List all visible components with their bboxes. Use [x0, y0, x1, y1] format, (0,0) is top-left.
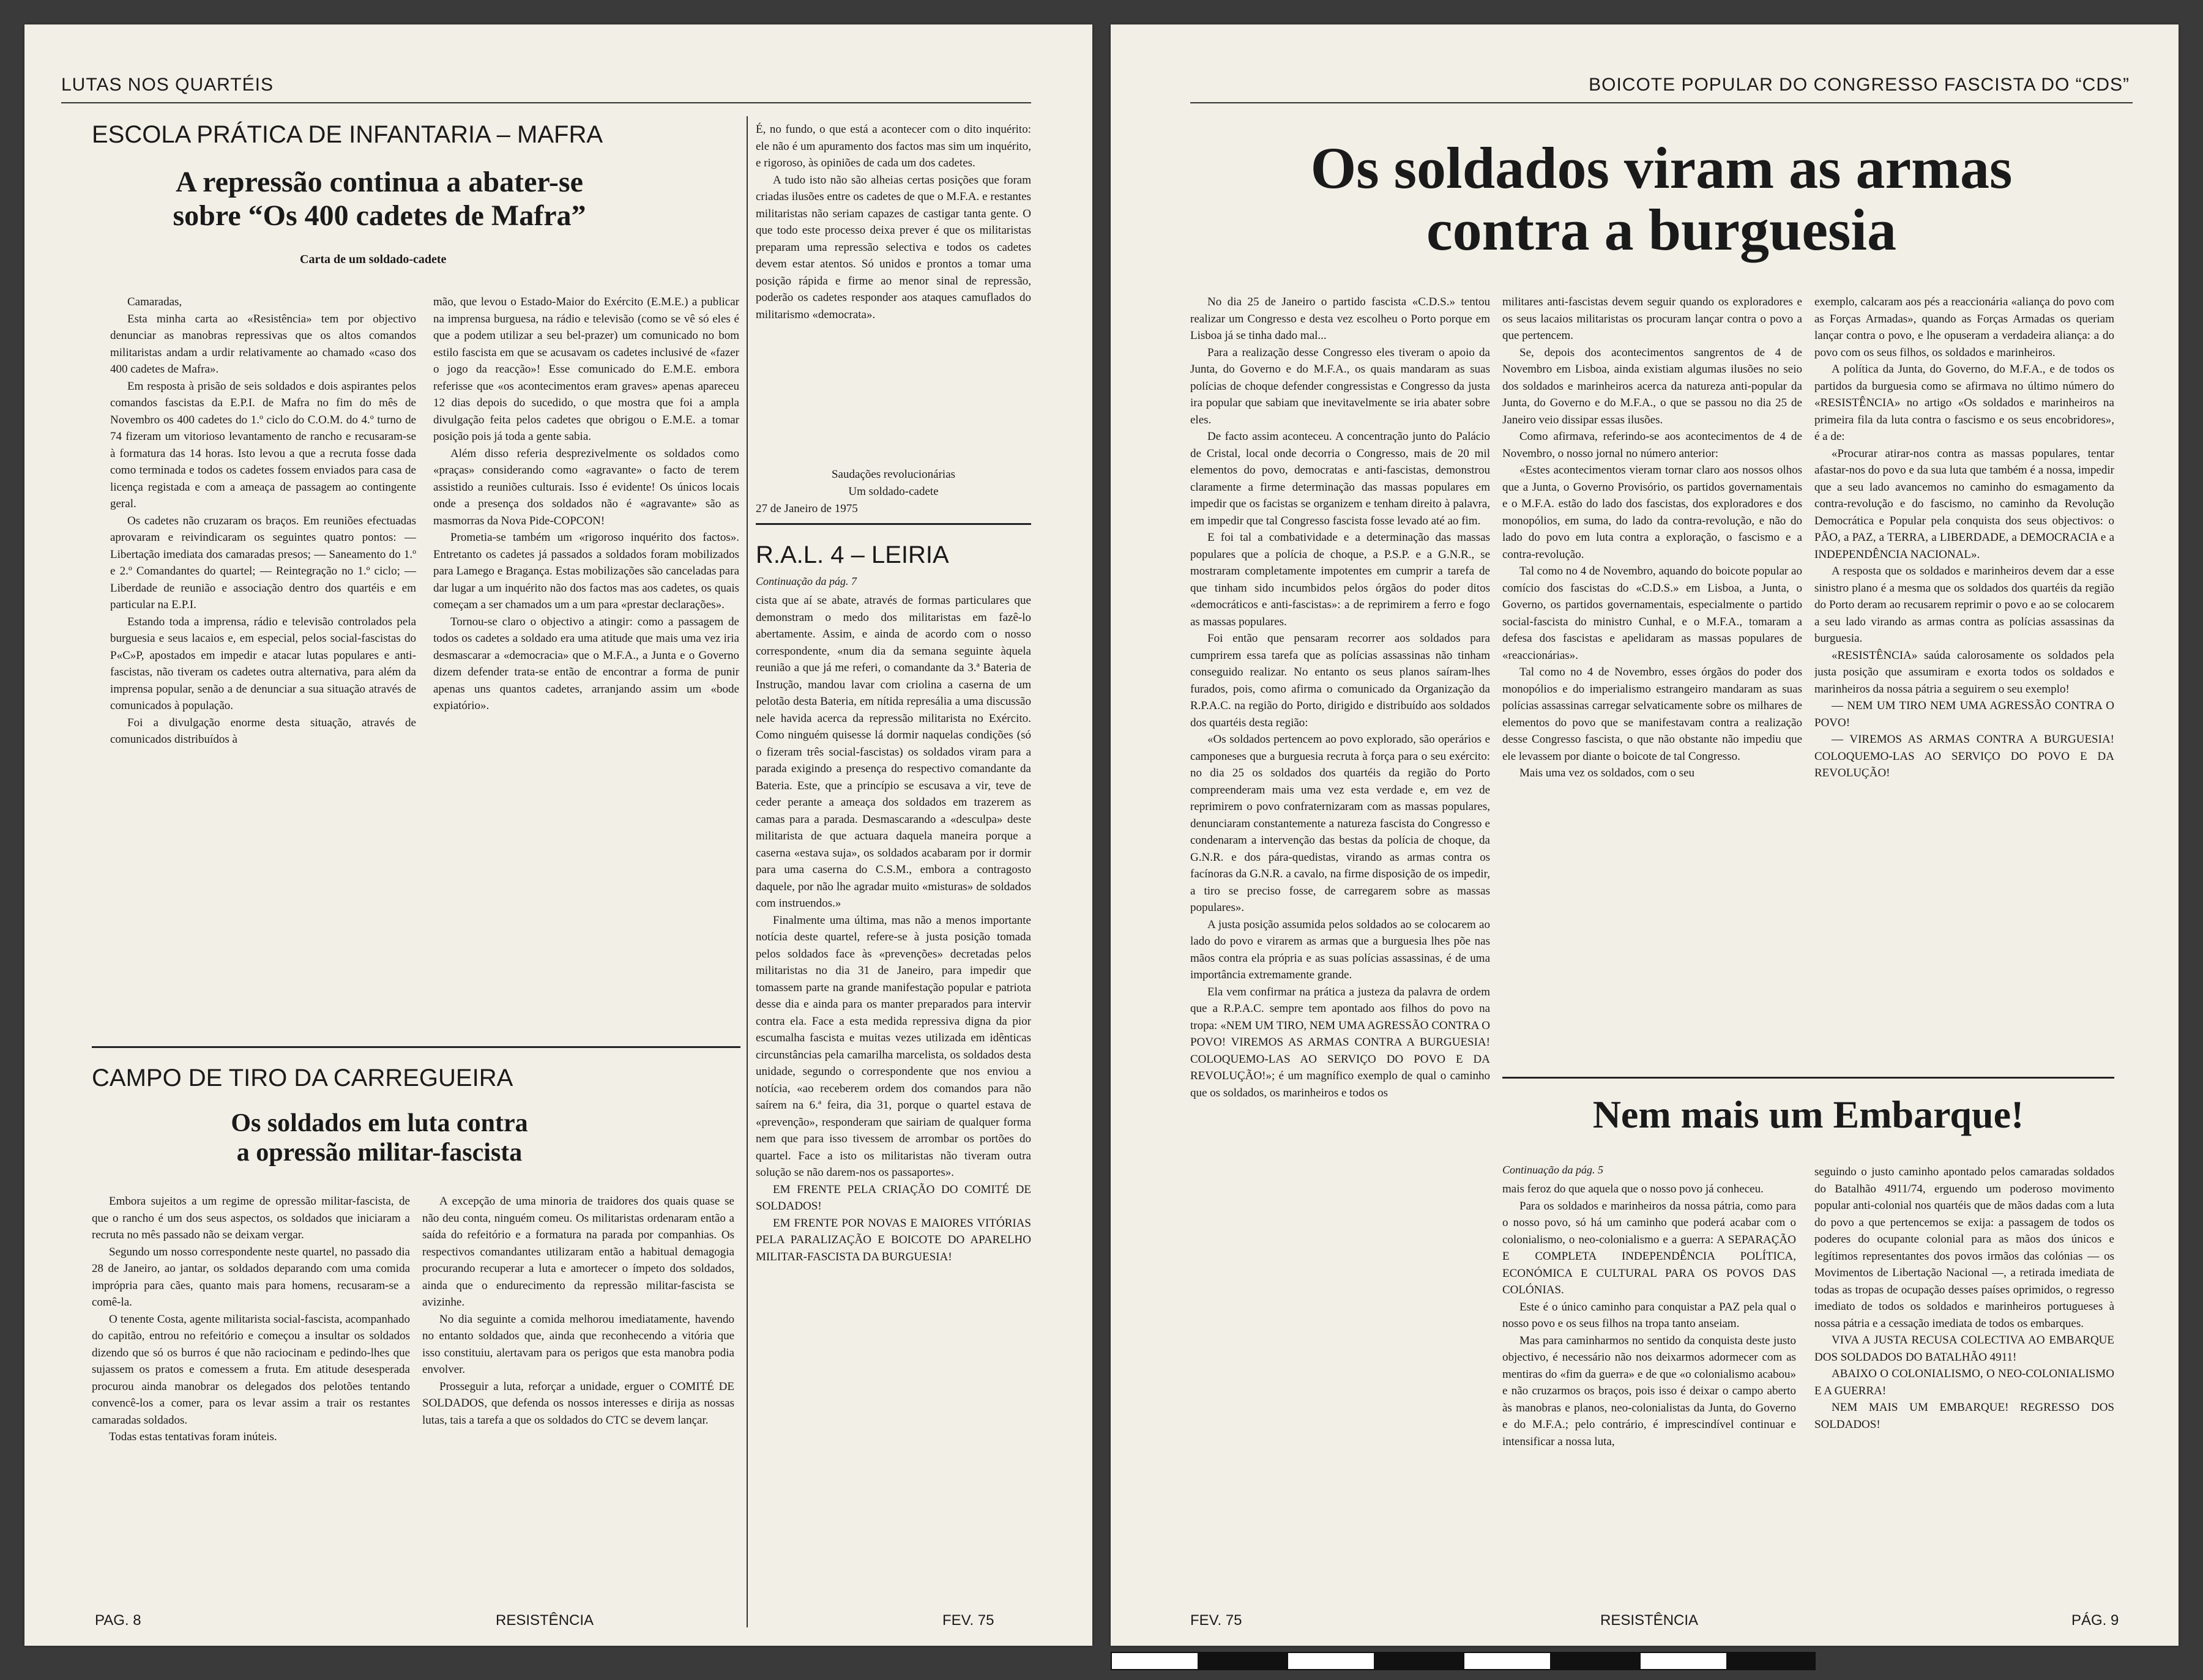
- main-column-2: [1502, 294, 1802, 1074]
- mafra-headline-line1: A repressão continua a abater-se: [176, 166, 583, 198]
- header-rule: [61, 102, 1031, 103]
- paragraph: ABAIXO O COLONIALISMO, O NEO-COLONIALISMO E A GUERRA!: [1814, 1367, 2114, 1397]
- paragraph: Se, depois dos acontecimentos sangrentos de 4 de Novembro em Lisboa, ainda existiam algumas ilusões no seio dos soldados e marinheiros acerca da natureza anti-popular da Junta, do Governo e do M.F.A., o que se passou no dia 25 de Janeiro veio dissipar essas ilusões.: [1502, 346, 1802, 426]
- embarque-headline: Nem mais um Embarque!: [1592, 1093, 2024, 1136]
- paragraph: A política da Junta, do Governo, do M.F.A., e de todos os partidos da burguesia como se afirmava no último número do «RESISTÊNCIA» no artigo «Os soldados e marinheiros na primeira fila da luta contra o fascismo e os seus encobridores», é a de:: [1814, 363, 2114, 443]
- right-page: [1111, 24, 2179, 1646]
- paragraph: A excepção de uma minoria de traidores dos quais quase se não deu conta, ninguém comeu. Os militaristas ordenaram então a saída do refeitório e a formatura na parada por companhias. Os respectivos comandantes utilizaram então a habitual demagogia procurando recuperar a luta e amortecer o ímpeto dos soldados, ainda que o endurecimento da repressão militar-fascista se avizinhe.: [422, 1195, 734, 1309]
- paragraph: exemplo, calcaram aos pés a reaccionária «aliança do povo com as Forças Armadas», quando as Forças Armadas os queriam lançar contra o povo, e lhe opuseram a verdadeira aliança: a do povo com os seus filhos, os soldados e marinheiros.: [1814, 295, 2114, 359]
- paragraph: Este é o único caminho para conquistar a PAZ pela qual o nosso povo e os seus filhos na tropa tanto anseiam.: [1502, 1300, 1796, 1330]
- ral4-continuation: Continuação da pág. 7: [756, 575, 857, 587]
- mafra-column-3: [756, 121, 1031, 488]
- footer-title-right: RESISTÊNCIA: [1600, 1612, 1699, 1629]
- carregueira-headline-line2: a opressão militar-fascista: [236, 1139, 523, 1167]
- paragraph: mais feroz do que aquela que o nosso povo já conheceu.: [1502, 1183, 1764, 1195]
- mafra-headline-line2: sobre “Os 400 cadetes de Mafra”: [173, 199, 586, 232]
- paragraph: Mais uma vez os soldados, com o seu: [1519, 767, 1695, 779]
- paragraph: Em resposta à prisão de seis soldados e dois aspirantes pelos comandos fascistas da E.P.I. de Mafra no fim do mês de Novembro os 400 cadetes do 1.º ciclo do C.O.M. do 4.º turno de 74 fizeram um vitorioso levantamento de rancho e recusaram-se à formatura das 14 horas. Isto levou a que a recruta fosse dada como terminada e todos os cadetes fossem enviados para casa de licença registada e com a ameaça de passagem ao contingente geral.: [110, 379, 416, 510]
- paragraph: VIVA A JUSTA RECUSA COLECTIVA AO EMBARQUE DOS SOLDADOS DO BATALHÃO 4911!: [1814, 1334, 2114, 1364]
- paragraph: Ela vem confirmar na prática a justeza da palavra de ordem que a R.P.A.C. sempre tem apontado aos filhos do povo na tropa: «NEM UM TIRO, NEM UMA AGRESSÃO CONTRA O POVO! VIREMOS AS ARMAS CONTRA A BURGUESIA! COLOQUEMO-LAS AO SERVIÇO DO POVO E DA REVOLUÇÃO!»; é um magnífico exemplo de qual o caminho que os soldados, os marinheiros e todos os: [1190, 985, 1490, 1099]
- footer-date-right: FEV. 75: [1190, 1612, 1242, 1629]
- paragraph: Prosseguir a luta, reforçar a unidade, erguer o COMITÉ DE SOLDADOS, que defenda os nossos interesses e dirija as nossas lutas, tais a tarefa a que os soldados do CTC se devem lançar.: [422, 1380, 734, 1427]
- scale-segment: [1111, 1652, 1199, 1670]
- paragraph: EM FRENTE PELA CRIAÇÃO DO COMITÉ DE SOLDADOS!: [756, 1183, 1031, 1213]
- paragraph: De facto assim aconteceu. A concentração junto do Palácio de Cristal, local onde decorria o Congresso, mais de 20 mil elementos do povo, democratas e anti-fascistas, demonstrou claramente a firme determinação das massas populares em impedir que os facistas se organizem e tenham direito à palavra, em impedir que tal Congresso fascista fosse levado até ao fim.: [1190, 430, 1490, 527]
- carregueira-section-title: CAMPO DE TIRO DA CARREGUEIRA: [92, 1065, 513, 1091]
- paragraph: seguindo o justo caminho apontado pelos camaradas soldados do Batalhão 4911/74, erguendo um poderoso movimento popular anti-colonial nos quartéis que de mãos dadas com a luta do povo a que pertencemos se exija: a passagem de todos os poderes do ocupante colonial para as mãos dos únicos e legítimos representantes dos povos irmãos das colónias — os Movimentos de Libertação Nacional —, a retirada imediata de todas as tropas de ocupação desses países oprimidos, o regresso imediato de todos os soldados e marinheiros portugueses à nossa pátria e a cessação imediata de todos os embarques.: [1814, 1165, 2114, 1330]
- footer-title: RESISTÊNCIA: [496, 1612, 594, 1629]
- footer-date: FEV. 75: [942, 1612, 994, 1629]
- scale-segment: [1287, 1652, 1375, 1670]
- mafra-column-1: [110, 294, 416, 1034]
- paragraph: No dia seguinte a comida melhorou imediatamente, havendo no entanto soldados que, ainda que reconhecendo a vitória que isso constituiu, alertavam para os perigos que esta manobra podia envolver.: [422, 1312, 734, 1376]
- mafra-byline: Carta de um soldado-cadete: [300, 253, 447, 266]
- paragraph: Tornou-se claro o objectivo a atingir: como a passagem de todos os cadetes a soldado era uma atitude que mais uma vez iria desmascarar a «democracia» que o M.F.A., a Junta e o Governo dizem defender trata-se então de encontrar a forma de punir apenas uns quantos cadetes, arranjando assim um «bode expiatório».: [433, 615, 739, 712]
- main-column-1: [1190, 294, 1490, 1597]
- carregueira-column-2: [422, 1193, 734, 1597]
- main-headline: [1190, 135, 2133, 262]
- scale-segment: [1375, 1652, 1463, 1670]
- paragraph: mão, que levou o Estado-Maior do Exército (E.M.E.) a publicar na imprensa burguesa, na rádio e televisão (como se vê só eles é que a podem utilizar a seu bel-prazer) um comunicado no bom estilo fascista em que se acusavam os cadetes inclusivé de «fazer o jogo da reacção»! Esse comunicado do E.M.E. embora referisse que «os acontecimentos eram graves» apenas apareceu 12 dias depois do sucedido, o que mostra que foi a ampla divulgação feita pelos cadetes que obrigou o E.M.E. a tomar posição pois já toda a gente sabia.: [433, 295, 739, 443]
- embarque-column-2: [1814, 1164, 2114, 1604]
- main-headline-line2: contra a burguesia: [1426, 196, 1896, 262]
- paragraph: E foi tal a combatividade e a determinação das massas populares que a polícia de choque, a P.S.P. e a G.N.R., se mostraram completamente impotentes em cumprir a tarefa de que tinham sido incumbidos pelos órgãos do poder ditos «democráticos e anti-fascistas»: a de reprimirem a ferro e fogo as massas populares.: [1190, 531, 1490, 628]
- running-header-left: LUTAS NOS QUARTÉIS: [61, 75, 274, 95]
- scale-segment: [1463, 1652, 1551, 1670]
- signoff-name: Um soldado-cadete: [848, 485, 939, 498]
- paragraph: «Estes acontecimentos vieram tornar claro aos nossos olhos que a Junta, o Governo Provisório, os partidos governamentais e o M.F.A. estão do lado dos fascistas, dos exploradores e dos monopólios, em suma, do lado da contra-revolução, e não do lado do povo em luta contra a exploração, o fascismo e a contra-revolução.: [1502, 464, 1802, 561]
- paragraph: Para a realização desse Congresso eles tiveram o apoio da Junta, do Governo e do M.F.A., os quais mandaram as suas polícias de choque defender congressistas e Congresso da justa ira popular que sabiam que inevitavelmente se iria abater sobre eles.: [1190, 346, 1490, 426]
- column-divider: [747, 116, 748, 1627]
- carregueira-headline: [116, 1109, 643, 1168]
- main-headline-line1: Os soldados viram as armas: [1310, 135, 2013, 201]
- carregueira-rule: [92, 1046, 740, 1048]
- paragraph: Segundo um nosso correspondente neste quartel, no passado dia 28 de Janeiro, ao jantar, os soldados deparando com uma comida imprópria para cães, quanto mais para homens, recusaram-se a comê-la.: [92, 1245, 410, 1309]
- paragraph: Finalmente uma última, mas não a menos importante notícia deste quartel, refere-se à justa posição tomada pelos soldados face às «prevenções» decretadas pelos militaristas no dia 31 de Janeiro, para impedir que tomassem parte na grande manifestação popular e patriota desse dia e ainda para os manter preparados para intervir contra ela. Face a esta medida repressiva digna da pior escumalha fascista e muitas vezes utilizada em idênticas circunstâncias pela camarilha marcelista, os soldados desta unidade, segundo o correspondente que nos enviou a notícia, «ao receberem ordem dos comandos para não saírem na 6.ª feira, dia 31, porque o quartel estava de «prevenção», responderam que sairiam de qualquer forma nem que para isso tivessem de arrombar os portões do quartel. Face a isto os militaristas não tiveram outra solução se não darem-nos os passaportes».: [756, 913, 1031, 1179]
- paragraph: Para os soldados e marinheiros da nossa pátria, como para o nosso povo, só há um caminho que poderá acabar com o colonialismo, o neo-colonialismo e a guerra: A SEPARAÇÃO E COMPLETA INDEPENDÊNCIA POLÍTICA, ECONÓMICA E CULTURAL PARA OS POVOS DAS COLÓNIAS.: [1502, 1199, 1796, 1296]
- paragraph: NEM MAIS UM EMBARQUE! REGRESSO DOS SOLDADOS!: [1814, 1401, 2114, 1431]
- paragraph: «Os soldados pertencem ao povo explorado, são operários e camponeses que a burguesia recruta à força para o seu exército: no dia 25 os soldados dos quartéis da região do Porto compreenderam mais uma vez esta verdade e, em vez de reprimirem o povo confraternizaram com as massas populares, denunciaram constantemente a natureza fascista do Congresso e condenaram a intervenção das bestas da polícia de choque, da G.N.R. e dos pára-quedistas, virando as armas contra os facínoras da G.N.R. a cavalo, na firme disposição de os impedir, a tiro se preciso fosse, de carregarem sobre as massas populares».: [1190, 733, 1490, 914]
- paragraph: «Procurar atirar-nos contra as massas populares, tentar afastar-nos do povo e da sua luta que também é a nossa, impedir que a seu lado avancemos no caminho do esmagamento da contra-revolução e do fascismo, no caminho da Revolução Democrática e Popular pela conquista dos seus objectivos: o PÃO, a PAZ, a TERRA, a LIBERDADE, a DEMOCRACIA e a INDEPENDÊNCIA NACIONAL».: [1814, 447, 2114, 561]
- paragraph: Todas estas tentativas foram inúteis.: [109, 1430, 277, 1443]
- paragraph: — NEM UM TIRO NEM UMA AGRESSÃO CONTRA O POVO!: [1814, 699, 2114, 729]
- scale-segment: [1199, 1652, 1287, 1670]
- paragraph: Os cadetes não cruzaram os braços. Em reuniões efectuadas aprovaram e reivindicaram os seguintes quatro pontos: — Libertação imediata dos camaradas presos; — Saneamento do 1.º e 2.º Comandantes do quartel; — Reintegração no 1.º ciclo; — Liberdade de reunião e associação dentro dos quartéis e em particular na E.P.I.: [110, 514, 416, 611]
- embarque-rule: [1502, 1077, 2114, 1079]
- signoff-date: 27 de Janeiro de 1975: [756, 502, 858, 515]
- paragraph: A resposta que os soldados e marinheiros devem dar a esse sinistro plano é a mesma que os soldados dos quartéis da região do Porto deram ao recusarem reprimir o povo e ao se colocarem a seu lado virando as armas contra as polícias assassinas da burguesia.: [1814, 565, 2114, 645]
- scale-segment: [1728, 1652, 1816, 1670]
- paragraph: Foi então que pensaram recorrer aos soldados para cumprirem essa tarefa que as polícias assassinas não tinham conseguido realizar. No entanto os seus planos saíram-lhes furados, pois, como afirma o comunicado da Organização da R.P.A.C. na região do Porto, dirigido e distribuído aos soldados dos quartéis desta região:: [1190, 632, 1490, 729]
- header-rule-right: [1190, 102, 2133, 103]
- paragraph: Mas para caminharmos no sentido da conquista deste justo objectivo, é necessário não nos deixarmos adormecer com as mentiras do «fim da guerra» e de que «o colonialismo acabou» e não cruzarmos os braços, pois isso é deixar o campo aberto às manobras e planos, neo-colonialistas da Junta, do Governo e do M.F.A.; pelo contrário, é imprescindível continuar e intensificar a nossa luta,: [1502, 1334, 1796, 1448]
- mafra-column-2: [433, 294, 739, 1034]
- footer-page-number-right: PÁG. 9: [2071, 1612, 2119, 1629]
- color-scale-bar: [1111, 1652, 2179, 1670]
- carregueira-column-1: [92, 1193, 410, 1597]
- left-page: [24, 24, 1092, 1646]
- main-column-3: [1814, 294, 2114, 1074]
- paragraph: EM FRENTE POR NOVAS E MAIORES VITÓRIAS PELA PARALIZAÇÃO E BOICOTE DO APARELHO MILITAR-FASCISTA DA BURGUESIA!: [756, 1216, 1031, 1263]
- footer-page-number: PAG. 8: [95, 1612, 141, 1629]
- paragraph: «RESISTÊNCIA» saúda calorosamente os soldados pela justa posição que assumiram e exorta todos os soldados e marinheiros da nossa pátria a seguirem o seu exemplo!: [1814, 649, 2114, 696]
- paragraph: Embora sujeitos a um regime de opressão militar-fascista, de que o rancho é um dos seus aspectos, os soldados que iniciaram a recruta no mês passado não se deixam vergar.: [92, 1195, 410, 1241]
- ral4-column: [756, 592, 1031, 1617]
- ral4-section-title: R.A.L. 4 – LEIRIA: [756, 541, 949, 568]
- paragraph: O tenente Costa, agente militarista social-fascista, acompanhado do capitão, entrou no refeitório e começou a insultar os soldados dizendo que só os burros é que não raciocinam e pedindo-lhes que sujassem os pratos e comessem a fruta. Em atitude desesperada procurou ainda manobrar os delegados dos pelotões tentando convencê-los a comer, para os levar assim a trair os restantes camaradas soldados.: [92, 1312, 410, 1427]
- paragraph: É, no fundo, o que está a acontecer com o dito inquérito: ele não é um apuramento dos factos mas sim um inquérito, e rigoroso, às opiniões de cada um dos cadetes.: [756, 123, 1031, 169]
- paragraph: No dia 25 de Janeiro o partido fascista «C.D.S.» tentou realizar um Congresso e desta vez escolheu o Porto porque em Lisboa já se tinha dado mal...: [1190, 295, 1490, 342]
- scale-segment: [1551, 1652, 1639, 1670]
- paragraph: militares anti-fascistas devem seguir quando os exploradores e os seus lacaios militaristas os procuram lançar contra o povo a que pertencem.: [1502, 295, 1802, 342]
- ral4-rule: [756, 523, 1031, 525]
- running-header-right: BOICOTE POPULAR DO CONGRESSO FASCISTA DO “CDS”: [1589, 75, 2130, 95]
- paragraph: Tal como no 4 de Novembro, aquando do boicote popular ao comício dos fascistas do «C.D.S.» em Lisboa, a Junta, o Governo, os partidos governamentais, especialmente o partido social-fascista do ministro Cunhal, e o M.F.A., tomaram a defesa dos fascistas e apelidaram as massas populares de «reaccionárias».: [1502, 565, 1802, 662]
- mafra-headline: [116, 165, 643, 232]
- mafra-section-title: ESCOLA PRÁTICA DE INFANTARIA – MAFRA: [92, 121, 603, 148]
- paragraph: Camaradas,: [127, 295, 182, 308]
- paragraph: Foi a divulgação enorme desta situação, através de comunicados distribuídos à: [110, 716, 416, 746]
- paragraph: Estando toda a imprensa, rádio e televisão controlados pela burguesia e seus lacaios e, em especial, pelos social-fascistas do P«C»P, apostados em impedir e atacar lutas populares e anti-fascistas, não tiveram os cadetes outra alternativa, para além da imprensa popular, senão a de denunciar a sua situação através de comunicados à população.: [110, 615, 416, 712]
- carregueira-headline-line1: Os soldados em luta contra: [231, 1109, 528, 1137]
- paragraph: Esta minha carta ao «Resistência» tem por objectivo denunciar as manobras repressivas que os altos comandos militaristas andam a urdir relativamente ao chamado «caso dos 400 cadetes de Mafra».: [110, 312, 416, 376]
- paragraph: Como afirmava, referindo-se aos acontecimentos de 4 de Novembro, o nosso jornal no número anterior:: [1502, 430, 1802, 460]
- paragraph: Prometia-se também um «rigoroso inquérito dos factos». Entretanto os cadetes já passados a soldados foram mobilizados para Lamego e Bragança. Estas mobilizações são canceladas para dar lugar a um inquérito não dos factos mas aos cadetes, os quais começam a ser chamados um a um para «prestar declarações».: [433, 531, 739, 611]
- embarque-column-1: [1502, 1181, 1796, 1597]
- paragraph: A tudo isto não são alheias certas posições que foram criadas ilusões entre os cadetes de que o M.F.A. e restantes militaristas não seriam capazes de castigar tanta gente. O que todo este processo deixa prever é que os militaristas preparam uma repressão selectiva e todos os cadetes devem estar atentos. Só unidos e prontos a tomar uma posição rápida e firme ao menor sinal de repressão, poderão os cadetes responder aos ataques camuflados do militarismo «democrata».: [756, 173, 1031, 321]
- paragraph: Além disso referia desprezivelmente os soldados como «praças» considerando como «agravante» o facto de terem assistido a reuniões culturais. Isso é evidente! Os únicos locais onde a presença dos soldados não é «agravante» são as masmorras da Nova Pide-COPCON!: [433, 447, 739, 527]
- paragraph: — VIREMOS AS ARMAS CONTRA A BURGUESIA! COLOQUEMO-LAS AO SERVIÇO DO POVO E DA REVOLUÇÃO!: [1814, 733, 2114, 779]
- embarque-continuation: Continuação da pág. 5: [1502, 1164, 1603, 1176]
- paragraph: Tal como no 4 de Novembro, esses órgãos do poder dos monopólios e do imperialismo estrangeiro mandaram as suas polícias assassinas carregar selvaticamente sobre os milhares de elementos do povo que se manifestavam contra a realização desse Congresso fascista, o que não obstante não impediu que ele levassem por diante o boicote de tal Congresso.: [1502, 666, 1802, 763]
- paragraph: cista que aí se abate, através de formas particulares que demonstram o medo dos militaristas em fazê-lo abertamente. Assim, e ainda de acordo com o nosso correspondente, «num dia da semana seguinte àquela reunião a que já me referi, o comandante da 3.ª Bateria de Instrução, mandou lavar com criolina a caserna de um pelotão desta Bateria, em nítida represália a uma discussão nele havida acerca da repressão militarista no Exército. Como ninguém quisesse lá dormir naquelas condições (só o fizeram três social-fascistas) os soldados viram para a parada exigindo a presença do respectivo comandante da Bateria. Este, que a princípio se escusava a vir, teve de ceder perante a ameaça dos soldados em trazerem as camas para a parada. Desmascarando a «desculpa» deste militarista de que actuara daquela maneira porque a caserna «estava suja», os soldados acabaram por ir dormir para uma caserna do C.S.M., embora a contragosto daquele, por não lhe agradar muito «misturas» de soldados com instruendos.»: [756, 594, 1031, 910]
- scale-segment: [1639, 1652, 1728, 1670]
- mafra-signoff: [756, 466, 1031, 518]
- signoff-greeting: Saudações revolucionárias: [831, 468, 956, 481]
- paragraph: A justa posição assumida pelos soldados ao se colocarem ao lado do povo e virarem as armas que a burguesia lhes põe nas mãos contra ela própria e as suas polícias assassinas, é de uma importância extremamente grande.: [1190, 918, 1490, 981]
